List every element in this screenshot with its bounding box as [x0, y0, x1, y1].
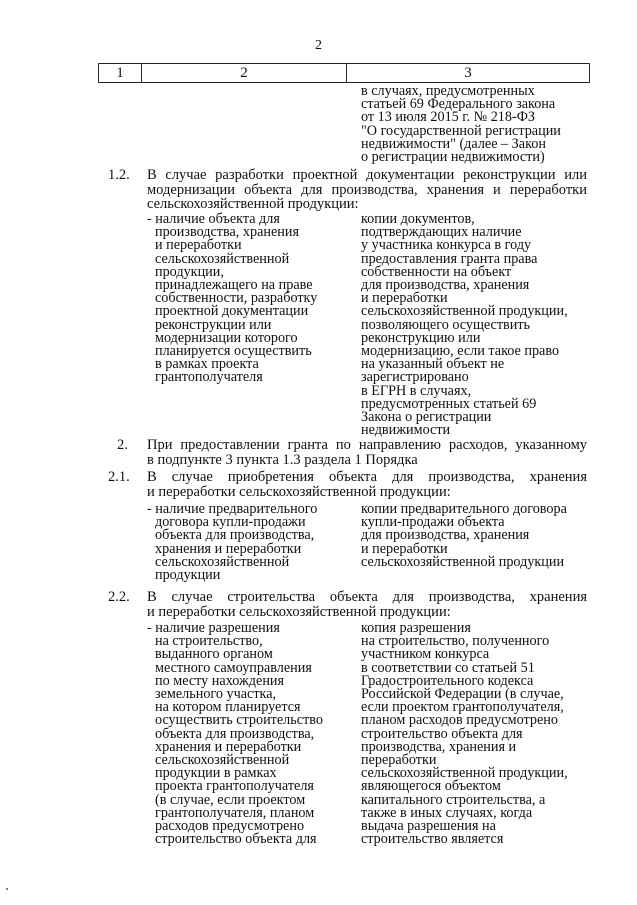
- text-line: объекта для производства,: [155, 527, 315, 544]
- table-header-row: [98, 63, 590, 83]
- text-line: - наличие объекта для: [147, 211, 280, 227]
- text-line: в случаях, предусмотренных: [361, 83, 535, 99]
- text-line: и переработки сельскохозяйственной продукции:: [147, 483, 451, 500]
- section-heading-1-2: [147, 168, 587, 212]
- text-line: модернизации объекта для производства, хранения и переработки: [147, 181, 587, 198]
- text-line: капитального строительства, а: [361, 791, 546, 808]
- text-line: подтверждающих наличие: [361, 224, 522, 241]
- text-line: планируется осуществить: [155, 343, 312, 360]
- text-line: осуществить строительство: [155, 712, 323, 729]
- text-line: производства, хранения: [155, 224, 299, 241]
- text-line: продукции в рамках: [155, 765, 277, 782]
- text-line: При предоставлении гранта по направлению расходов, указанному: [147, 437, 587, 453]
- text-line: на строительство,: [155, 633, 263, 650]
- text-line: строительство объекта для: [361, 725, 523, 742]
- text-line: объекта для производства,: [155, 725, 315, 742]
- text-line: копии предварительного договора: [361, 501, 567, 517]
- text-line: проекта грантополучателя: [155, 778, 314, 795]
- text-line: копия разрешения: [361, 620, 471, 636]
- text-line: зарегистрировано: [361, 369, 469, 386]
- text-line: в рамках проекта: [155, 356, 259, 373]
- text-line: переработки: [361, 752, 437, 769]
- text-line: выдача разрешения на: [361, 818, 496, 835]
- text-line: на указанный объект не: [361, 356, 505, 373]
- section-1-2-requirement: [147, 213, 317, 385]
- text-line: недвижимости: [361, 422, 451, 439]
- section-2-2-document: [361, 622, 568, 846]
- text-line: В случае приобретения объекта для производства, хранения: [147, 469, 587, 485]
- text-line: расходов предусмотрено: [155, 818, 305, 835]
- text-line: статьей 69 Федерального закона: [361, 96, 556, 113]
- section-2-1-requirement: [147, 503, 317, 582]
- page-number: 2: [315, 38, 322, 53]
- text-line: если проектом грантополучателя,: [361, 699, 564, 716]
- text-line: продукции,: [155, 263, 224, 280]
- section-number-2-1: 2.1.: [108, 469, 130, 485]
- text-line: для производства, хранения: [361, 277, 530, 294]
- text-line: копии документов,: [361, 211, 475, 227]
- text-line: выданного органом: [155, 646, 273, 663]
- text-line: хранения и переработки: [155, 738, 302, 755]
- text-line: - наличие предварительного: [147, 501, 318, 517]
- text-line: предусмотренных статьей 69: [361, 395, 537, 412]
- text-line: сельскохозяйственной продукции,: [361, 765, 568, 782]
- text-line: В случае строительства объекта для производства, хранения: [147, 589, 587, 605]
- text-line: модернизации которого: [155, 329, 298, 346]
- section-number-2-2: 2.2.: [108, 589, 130, 605]
- section-heading-2-1: [147, 470, 587, 499]
- text-line: модернизацию, если такое право: [361, 343, 560, 360]
- text-line: местного самоуправления: [155, 659, 312, 676]
- table-header-col2: 2: [141, 64, 346, 82]
- text-line: от 13 июля 2015 г. № 218-ФЗ: [361, 109, 536, 126]
- text-line: на котором планируется: [155, 699, 301, 716]
- text-line: реконструкции или: [155, 316, 272, 333]
- text-line: у участника конкурса в году: [361, 237, 532, 254]
- text-line: принадлежащего на праве: [155, 277, 313, 294]
- text-line: предоставления гранта права: [361, 250, 538, 267]
- text-line: Закона о регистрации: [361, 409, 492, 426]
- text-line: производства, хранения и: [361, 738, 517, 755]
- text-line: для производства, хранения: [361, 527, 530, 544]
- text-line: Российской Федерации (в случае,: [361, 686, 564, 703]
- text-line: в ЕГРН в случаях,: [361, 382, 472, 399]
- text-line: "О государственной регистрации: [361, 122, 561, 139]
- text-line: договора купли-продажи: [155, 514, 306, 531]
- text-line: сельскохозяйственной продукции: [361, 553, 565, 570]
- text-line: купли-продажи объекта: [361, 514, 505, 531]
- text-line: сельскохозяйственной продукции:: [147, 196, 359, 212]
- text-line: грантополучателя: [155, 369, 263, 386]
- text-line: сельскохозяйственной: [155, 250, 290, 267]
- text-line: строительство является: [361, 831, 504, 848]
- text-line: реконструкцию или: [361, 329, 481, 346]
- text-line: В случае разработки проектной документации реконструкции или: [147, 167, 587, 183]
- text-line: также в иных случаях, когда: [361, 804, 533, 821]
- text-line: грантополучателя, планом: [155, 804, 315, 821]
- scan-speck: [6, 888, 8, 890]
- text-line: планом расходов предусмотрено: [361, 712, 558, 729]
- text-line: (в случае, если проектом: [155, 791, 306, 808]
- text-line: собственности на объект: [361, 263, 512, 280]
- text-line: собственности, разработку: [155, 290, 318, 307]
- text-line: - наличие разрешения: [147, 620, 280, 636]
- section-heading-2-2: [147, 590, 587, 619]
- section-2-2-requirement: [147, 622, 323, 846]
- text-line: участником конкурса: [361, 646, 490, 663]
- text-line: сельскохозяйственной продукции,: [361, 303, 568, 320]
- text-line: Градостроительного кодекса: [361, 672, 534, 689]
- text-line: проектной документации: [155, 303, 309, 320]
- text-line: недвижимости" (далее – Закон: [361, 135, 546, 152]
- text-line: сельскохозяйственной: [155, 752, 290, 769]
- text-line: и переработки: [155, 237, 242, 254]
- text-line: в подпункте 3 пункта 1.3 раздела 1 Порядка: [147, 451, 418, 468]
- text-line: строительство объекта для: [155, 831, 317, 848]
- text-line: хранения и переработки: [155, 540, 302, 557]
- text-line: земельного участка,: [155, 686, 277, 703]
- section-number-1-2: 1.2.: [108, 167, 130, 183]
- section-heading-2: [147, 438, 587, 467]
- text-line: позволяющего осуществить: [361, 316, 531, 333]
- text-line: и переработки сельскохозяйственной продукции:: [147, 603, 451, 620]
- continuation-column3: [361, 85, 561, 164]
- text-line: о регистрации недвижимости): [361, 149, 545, 166]
- section-2-1-document: [361, 503, 567, 569]
- table-header-col1: 1: [116, 64, 124, 81]
- section-number-2: 2.: [117, 437, 128, 453]
- text-line: в соответствии со статьей 51: [361, 659, 535, 676]
- table-header-col3: 3: [346, 64, 589, 82]
- text-line: сельскохозяйственной: [155, 553, 290, 570]
- text-line: по месту нахождения: [155, 672, 285, 689]
- text-line: продукции: [155, 567, 221, 584]
- text-line: на строительство, полученного: [361, 633, 550, 650]
- text-line: являющегося объектом: [361, 778, 501, 795]
- text-line: и переработки: [361, 540, 448, 557]
- text-line: и переработки: [361, 290, 448, 307]
- section-1-2-document: [361, 213, 568, 437]
